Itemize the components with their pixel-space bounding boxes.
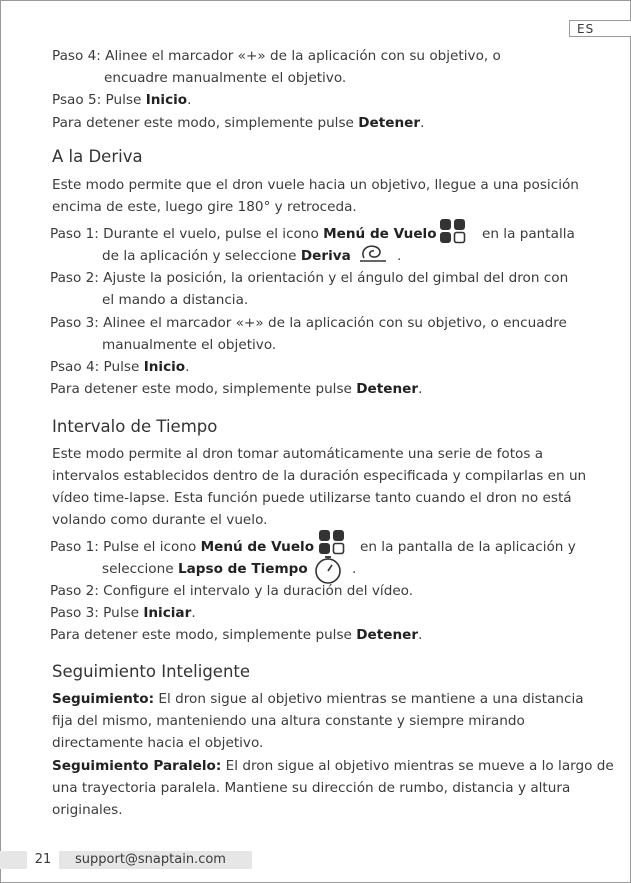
intervalo-step-1: Paso 1: Pulse el icono Menú de Vuelo — [50, 539, 315, 555]
stop-line: Para detener este modo, simplemente pulse Detener. — [52, 115, 425, 131]
deriva-step-3-cont: manualmente el objetivo. — [102, 337, 277, 353]
step-5-line: Psao 5: Pulse Inicio. — [52, 92, 192, 108]
intervalo-desc-4: volando como durante el vuelo. — [52, 512, 268, 528]
intervalo-step-3: Paso 3: Pulse Iniciar. — [50, 605, 196, 621]
intervalo-desc-3: vídeo time-lapse. Esta función puede utilizarse tanto cuando el dron no está — [52, 490, 572, 506]
deriva-desc-2: encima de este, luego gire 180° y retroceda. — [52, 199, 357, 215]
deriva-step-2: Paso 2: Ajuste la posición, la orientación y el ángulo del gimbal del dron con — [50, 270, 569, 286]
section-title-seguimiento: Seguimiento Inteligente — [52, 662, 251, 681]
deriva-step-1-end: en la pantalla — [482, 226, 575, 242]
drift-icon — [358, 242, 388, 268]
section-title-intervalo: Intervalo de Tiempo — [52, 417, 218, 436]
language-tab: ES — [569, 20, 631, 37]
support-email: support@snaptain.com — [75, 852, 226, 867]
step-4-line: Paso 4: Alinee el marcador «+» de la aplicación con su objetivo, o — [52, 48, 501, 64]
deriva-step-4: Psao 4: Pulse Inicio. — [50, 359, 190, 375]
deriva-step-3: Paso 3: Alinee el marcador «+» de la aplicación con su objetivo, o encuadre — [50, 315, 567, 331]
paralelo-line-2: una trayectoria paralela. Mantiene su dirección de rumbo, distancia y altura — [52, 780, 571, 796]
intervalo-step-1-cont: seleccione Lapso de Tiempo — [102, 561, 308, 577]
paralelo-line-1: Seguimiento Paralelo: El dron sigue al objetivo mientras se mueve a lo largo de — [52, 758, 614, 774]
seguimiento-line-2: fija del mismo, manteniendo una altura constante y siempre mirando — [52, 713, 525, 729]
intervalo-step-1-end: en la pantalla de la aplicación y — [360, 539, 576, 555]
intervalo-desc-1: Este modo permite al dron tomar automáticamente una serie de fotos a — [52, 446, 544, 462]
deriva-step-1-cont: de la aplicación y seleccione Deriva — [102, 248, 351, 264]
deriva-desc-1: Este modo permite que el dron vuele hacia un objetivo, llegue a una posición — [52, 177, 579, 193]
deriva-step-1-dot: . — [397, 248, 402, 264]
section-title-deriva: A la Deriva — [52, 147, 143, 166]
intervalo-stop: Para detener este modo, simplemente pulse Detener. — [50, 627, 423, 643]
deriva-stop: Para detener este modo, simplemente pulse Detener. — [50, 381, 423, 397]
paralelo-line-3: originales. — [52, 802, 123, 818]
step-4-cont: encuadre manualmente el objetivo. — [104, 70, 347, 86]
deriva-step-2-cont: el mando a distancia. — [102, 292, 249, 308]
seguimiento-line-1: Seguimiento: El dron sigue al objetivo mientras se mantiene a una distancia — [52, 691, 584, 707]
intervalo-step-1-dot: . — [352, 561, 357, 577]
flight-menu-icon — [439, 218, 467, 248]
page-number: 21 — [27, 851, 59, 869]
intervalo-desc-2: intervalos establecidos dentro de la duración especificada y compilarlas en un — [52, 468, 587, 484]
intervalo-step-2: Paso 2: Configure el intervalo y la duración del vídeo. — [50, 583, 414, 599]
seguimiento-line-3: directamente hacia el objetivo. — [52, 735, 264, 751]
deriva-step-1: Paso 1: Durante el vuelo, pulse el icono Menú de Vuelo — [50, 226, 437, 242]
